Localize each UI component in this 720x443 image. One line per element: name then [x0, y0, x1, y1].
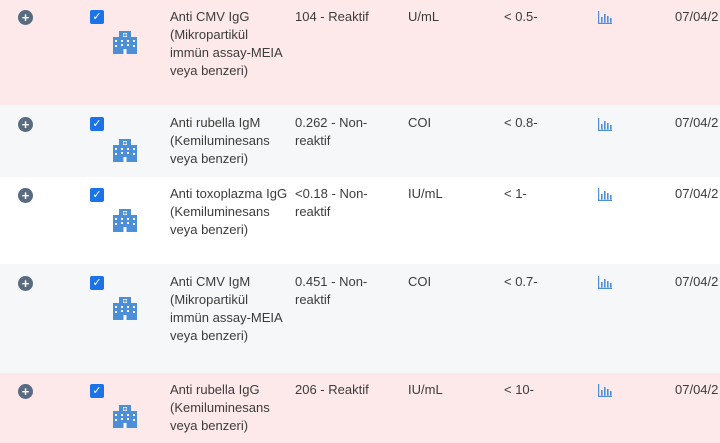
result-value: <0.18 - Non-reaktif	[295, 186, 368, 219]
test-name: Anti CMV IgG (Mikropartikül immün assay-MEIA veya benzeri)	[170, 9, 282, 78]
unit: COI	[408, 115, 432, 130]
plus-circle-icon[interactable]: +	[18, 276, 33, 291]
result-value: 0.451 - Non-reaktif	[295, 274, 368, 307]
bar-chart-icon[interactable]	[598, 276, 612, 289]
hospital-building-icon	[112, 29, 138, 55]
reference-range: < 0.5-	[504, 9, 538, 24]
test-name: Anti rubella IgM (Kemiluminesans veya benzeri)	[170, 115, 270, 166]
hospital-building-icon	[112, 295, 138, 321]
table-row	[0, 105, 720, 177]
table-row	[0, 373, 720, 443]
date: 07/04/2	[675, 186, 719, 201]
result-value: 104 - Reaktif	[295, 9, 369, 24]
hospital-building-icon	[112, 403, 138, 429]
unit: IU/mL	[408, 382, 443, 397]
bar-chart-icon[interactable]	[598, 11, 612, 24]
unit: COI	[408, 274, 432, 289]
row-checkbox[interactable]: ✓	[90, 10, 104, 24]
bar-chart-icon[interactable]	[598, 188, 612, 201]
result-value: 0.262 - Non-reaktif	[295, 115, 368, 148]
reference-range: < 0.7-	[504, 274, 538, 289]
hospital-building-icon	[112, 137, 138, 163]
date: 07/04/2	[675, 9, 719, 24]
date: 07/04/2	[675, 382, 719, 397]
row-checkbox[interactable]: ✓	[90, 276, 104, 290]
plus-circle-icon[interactable]: +	[18, 117, 33, 132]
table-row	[0, 0, 720, 105]
row-checkbox[interactable]: ✓	[90, 117, 104, 131]
unit: U/mL	[408, 9, 440, 24]
test-name: Anti CMV IgM (Mikropartikül immün assay-MEIA veya benzeri)	[170, 274, 282, 343]
result-value: 206 - Reaktif	[295, 382, 369, 397]
reference-range: < 10-	[504, 382, 534, 397]
unit: IU/mL	[408, 186, 443, 201]
bar-chart-icon[interactable]	[598, 118, 612, 131]
bar-chart-icon[interactable]	[598, 384, 612, 397]
row-checkbox[interactable]: ✓	[90, 188, 104, 202]
plus-circle-icon[interactable]: +	[18, 10, 33, 25]
table-row	[0, 264, 720, 373]
table-row	[0, 177, 720, 264]
row-checkbox[interactable]: ✓	[90, 384, 104, 398]
test-name: Anti rubella IgG (Kemiluminesans veya benzeri)	[170, 382, 270, 433]
date: 07/04/2	[675, 115, 719, 130]
plus-circle-icon[interactable]: +	[18, 188, 33, 203]
reference-range: < 0.8-	[504, 115, 538, 130]
reference-range: < 1-	[504, 186, 527, 201]
date: 07/04/2	[675, 274, 719, 289]
plus-circle-icon[interactable]: +	[18, 384, 33, 399]
hospital-building-icon	[112, 207, 138, 233]
test-name: Anti toxoplazma IgG (Kemiluminesans veya benzeri)	[170, 186, 288, 237]
